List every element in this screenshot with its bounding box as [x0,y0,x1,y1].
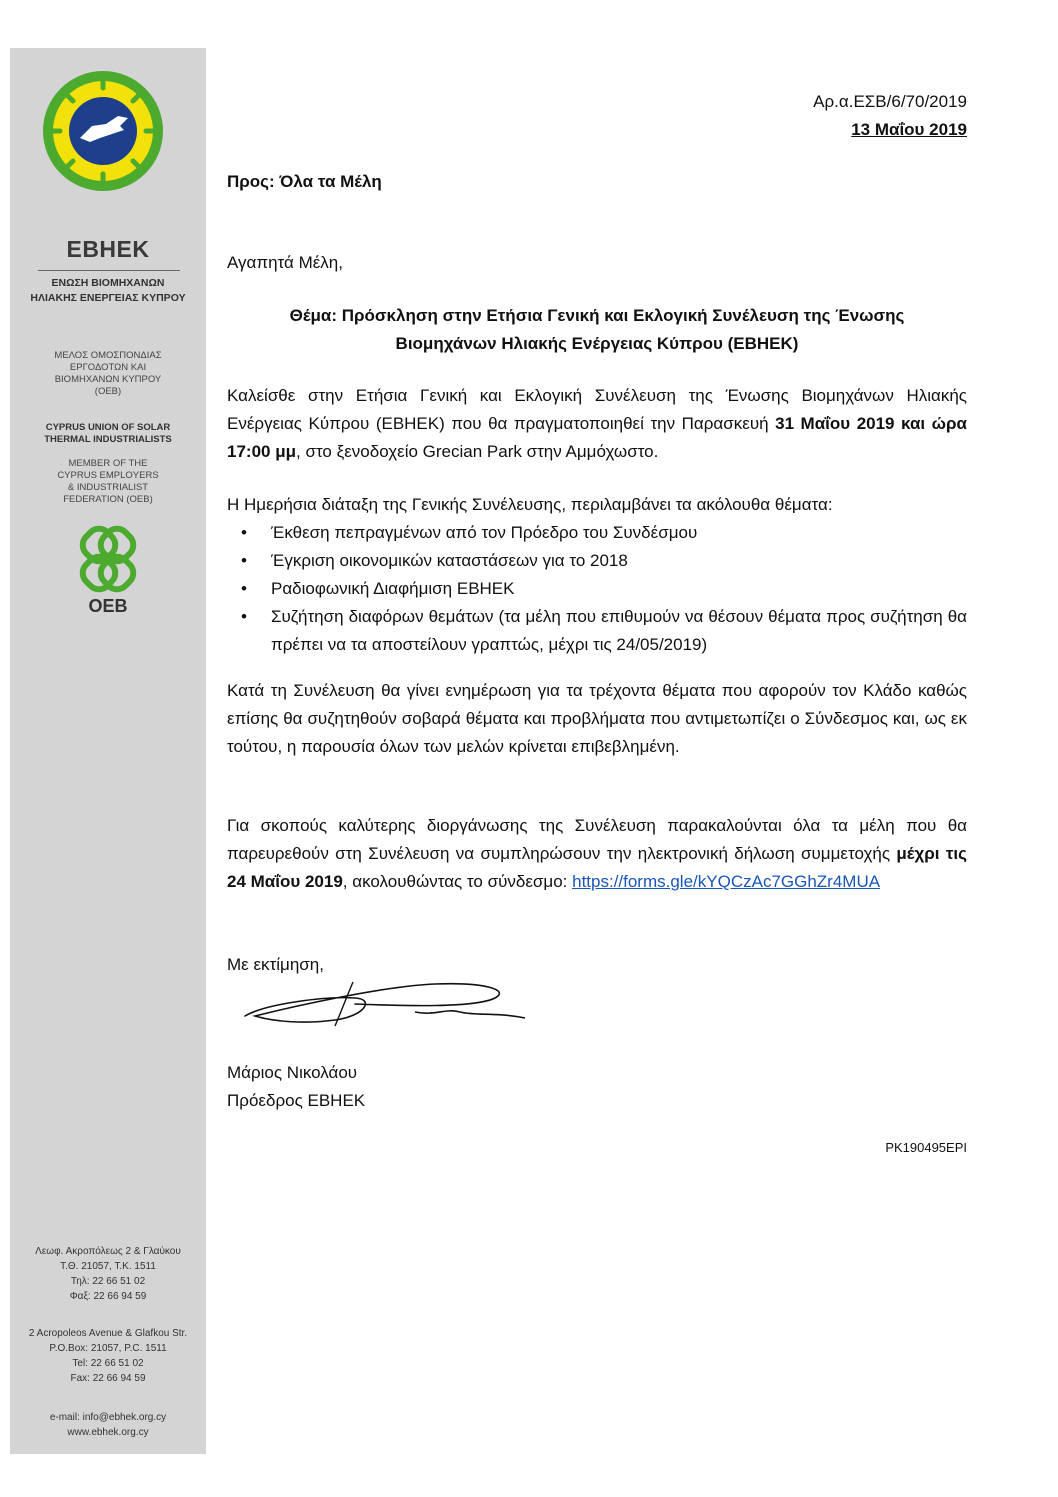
website-link[interactable]: www.ebhek.org.cy [67,1427,149,1438]
invitation-text: Καλείσθε στην Ετήσια Γενική και Εκλογική Συνέλευση της Ένωσης Βιομηχάνων Ηλιακής Ενέργειας Κύπρου (ΕΒΗΕΚ) που θα πραγματοποιηθεί την Παρασκευή [227,386,967,433]
list-item [227,603,967,659]
handwritten-signature [235,976,535,1036]
agenda-item-text: Συζήτηση διαφόρων θεμάτων (τα μέλη που επιθυμούν να θέσουν θέματα προς συζήτηση θα πρέπει να τα αποστείλουν γραπτώς, μέχρι τις 24/05/2019) [271,607,967,654]
oeb-label: OEB [88,596,128,616]
address-line: Tel: 22 66 51 02 [72,1358,144,1369]
invitation-paragraph [227,382,967,466]
signer-title: Πρόεδρος ΕΒΗΕΚ [227,1091,366,1110]
member-en-line: & INDUSTRIALIST [67,482,149,493]
bullet-icon: • [241,607,247,626]
member-statement-gr [10,350,206,398]
address-line: Τηλ: 22 66 51 02 [70,1276,146,1287]
bullet-icon: • [241,523,247,542]
member-gr-line: ΕΡΓΟΔΟΤΩΝ ΚΑΙ [69,362,147,373]
brand-full-line: ΗΛΙΑΚΗΣ ΕΝΕΡΓΕΙΑΣ ΚΥΠΡΟΥ [30,292,186,304]
agenda-list [227,519,967,659]
letter-date: 13 Μαΐου 2019 [851,120,967,139]
address-line: P.O.Box: 21057, P.C. 1511 [49,1343,167,1354]
signer-name: Μάριος Νικολάου [227,1063,358,1082]
registration-text: Για σκοπούς καλύτερης διοργάνωσης της Συνέλευση παρακαλούνται όλα τα μέλη που θα παρευρεθούν στη Συνέλευση να συμπληρώσουν την ηλεκτρονική δήλωση συμμετοχής [227,816,967,863]
recipient: Προς: Όλα τα Μέλη [227,172,382,191]
agenda-intro: Η Ημερήσια διάταξη της Γενικής Συνέλευσης, περιλαμβάνει τα ακόλουθα θέματα: [227,495,833,514]
agenda-item-text: Έκθεση πεπραγμένων από τον Πρόεδρο του Συνδέσμου [271,523,698,542]
union-name-en [10,422,206,446]
invitation-text: , στο ξενοδοχείο Grecian Park στην Αμμόχωστο. [296,442,659,461]
member-gr-line: ΒΙΟΜΗΧΑΝΩΝ ΚΥΠΡΟΥ [54,374,162,385]
agenda-item-text: Έγκριση οικονομικών καταστάσεων για το 2018 [271,551,628,570]
member-en-line: MEMBER OF THE [68,458,148,469]
brand-name: EBHEK [66,236,150,262]
subject-heading [227,302,967,358]
brand-divider [38,270,180,271]
registration-paragraph [227,812,967,896]
union-en-line: THERMAL INDUSTRIALISTS [44,434,172,445]
member-en-line: FEDERATION (OEB) [63,494,153,505]
subject-line: Βιομηχάνων Ηλιακής Ενέργειας Κύπρου (ΕΒΗΕΚ) [395,334,799,353]
list-item [227,547,967,575]
union-en-line: CYPRUS UNION OF SOLAR [45,422,171,433]
address-line: Fax: 22 66 94 59 [70,1373,146,1384]
member-gr-line: ΜΕΛΟΣ ΟΜΟΣΠΟΝΔΙΑΣ [54,350,162,361]
brand-full-line: ΕΝΩΣΗ ΒΙΟΜΗΧΑΝΩΝ [51,277,165,289]
agenda-item-text: Ραδιοφωνική Διαφήμιση ΕΒΗΕΚ [271,579,515,598]
address-line: Τ.Θ. 21057, Τ.Κ. 1511 [60,1261,156,1272]
meeting-datetime: 31 Μαΐου 2019 και ώρα 17:00 μμ [227,414,967,461]
oeb-knot-logo-icon [70,524,146,596]
letterhead-sidebar [10,48,206,1454]
address-en [10,1326,206,1386]
address-line: 2 Acropoleos Avenue & Glafkou Str. [28,1328,188,1339]
address-gr [10,1244,206,1304]
reference-number: Αρ.α.ΕΣΒ/6/70/2019 [813,92,967,111]
salutation: Αγαπητά Μέλη, [227,253,343,272]
brand-full-name [10,276,206,306]
closing: Με εκτίμηση, [227,955,324,974]
registration-form-link[interactable]: https://forms.gle/kYQCzAc7GGhZr4MUA [572,872,881,891]
registration-text: , ακολουθώντας το σύνδεσμο: [342,872,573,891]
list-item [227,575,967,603]
email-address[interactable]: e-mail: info@ebhek.org.cy [49,1412,167,1423]
bullet-icon: • [241,579,247,598]
bullet-icon: • [241,551,247,570]
member-en-line: CYPRUS EMPLOYERS [57,470,159,481]
registration-deadline: μέχρι τις 24 Μαΐου 2019 [227,844,967,891]
subject-line: Θέμα: Πρόσκληση στην Ετήσια Γενική και Εκλογική Συνέλευση της Ένωσης [289,306,905,325]
address-line: Φαξ: 22 66 94 59 [69,1291,147,1302]
ebhek-sun-logo-icon [40,68,166,194]
address-line: Λεωφ. Ακροπόλεως 2 & Γλαύκου [35,1246,181,1257]
document-code: PK190495EPI [885,1140,967,1155]
briefing-paragraph: Κατά τη Συνέλευση θα γίνει ενημέρωση για τα τρέχοντα θέματα που αφορούν τον Κλάδο καθώς επίσης θα συζητηθούν σοβαρά θέματα και προβλήματα που αντιμετωπίζει ο Σύνδεσμος και, ως εκ τούτου, η παρουσία όλων των μελών κρίνεται επιβεβλημένη. [227,681,967,756]
member-gr-line: (ΟΕΒ) [94,386,122,397]
contact-web [10,1410,206,1440]
list-item [227,519,967,547]
member-statement-en [10,458,206,506]
